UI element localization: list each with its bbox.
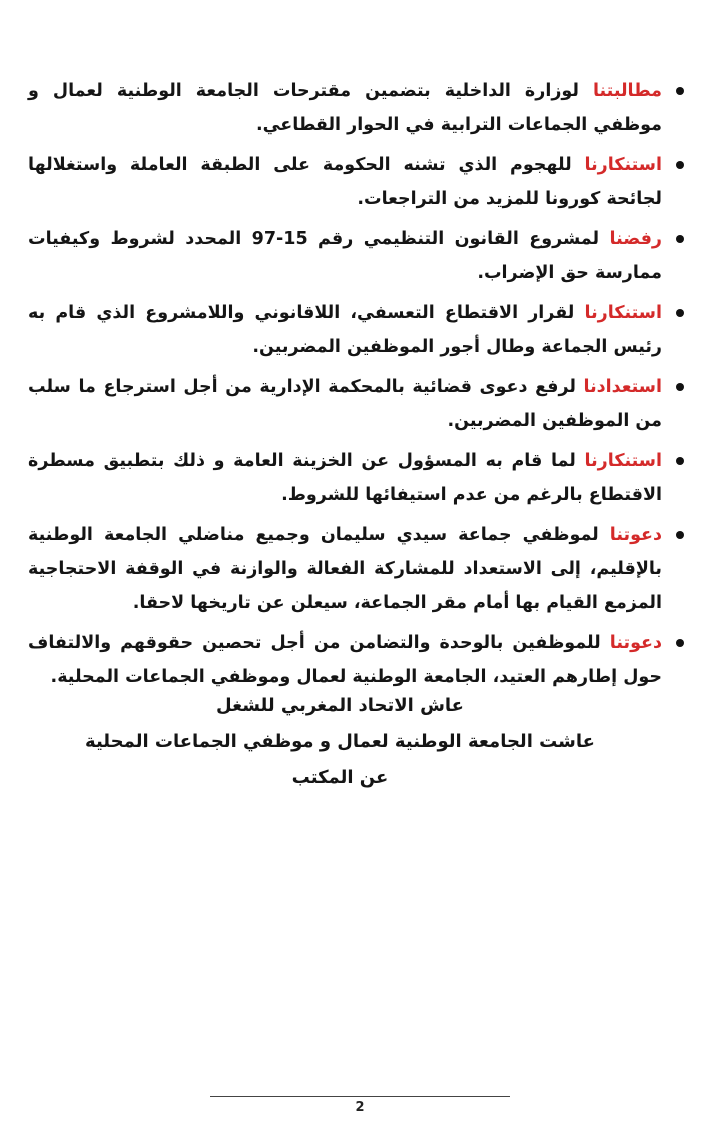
item-text: لموظفي جماعة سيدي سليمان وجميع مناضلي الجامعة الوطنية بالإقليم، إلى الاستعداد للمشاركة الفعالة والوازنة في الوقفة الاحتجاجية المزمع القيام بها أمام مقر الجماعة، سيعلن عن تاريخها لاحقا. [28,525,662,613]
item-text: لوزارة الداخلية بتضمين مقترحات الجامعة الوطنية لعمال و موظفي الجماعات الترابية في الحوار القطاعي. [28,81,662,135]
page-number: 2 [355,1100,365,1115]
list-item [28,148,688,216]
item-text: لما قام به المسؤول عن الخزينة العامة و ذلك بتطبيق مسطرة الاقتطاع بالرغم من عدم استيفائها للشروط. [28,451,662,505]
bullet-icon [676,383,684,391]
item-lead-word: دعوتنا [609,525,662,545]
list-item [28,626,688,694]
item-text: لقرار الاقتطاع التعسفي، اللاقانوني واللامشروع الذي قام به رئيس الجماعة وطال أجور الموظفين المضربين. [28,303,662,357]
item-text: لرفع دعوى قضائية بالمحكمة الإدارية من أجل استرجاع ما سلب من الموظفين المضربين. [28,377,662,431]
item-lead-word: استنكارنا [584,451,662,471]
item-text: للموظفين بالوحدة والتضامن من أجل تحصين حقوقهم والالتفاف حول إطارهم العتيد، الجامعة الوطنية لعمال وموظفي الجماعات المحلية. [28,633,662,687]
bullet-icon [676,235,684,243]
item-lead-word: استنكارنا [584,155,662,175]
item-text: لمشروع القانون التنظيمي رقم 15-97 المحدد لشروط وكيفيات ممارسة حق الإضراب. [28,229,662,283]
list-item [28,74,688,142]
item-lead-word: استنكارنا [584,303,662,323]
list-item [28,444,688,512]
item-text: للهجوم الذي تشنه الحكومة على الطبقة العاملة واستغلالها لجائحة كورونا للمزيد من التراجعات. [28,155,662,209]
item-lead-word: رفضنا [609,229,662,249]
list-item [28,222,688,290]
item-lead-word: استعدادنا [583,377,662,397]
closing-union-slogan: عاش الاتحاد المغربي للشغل [216,695,464,716]
item-lead-word: مطالبتنا [592,81,662,101]
footer-divider [210,1096,510,1097]
bullet-icon [676,531,684,539]
closing-federation-slogan: عاشت الجامعة الوطنية لعمال و موظفي الجماعات المحلية [85,731,595,752]
bullet-icon [676,161,684,169]
item-lead-word: دعوتنا [609,633,662,653]
closing-signatory: عن المكتب [291,767,389,788]
list-item [28,518,688,620]
bullet-icon [676,309,684,317]
demands-list [28,74,688,700]
list-item [28,370,688,438]
list-item [28,296,688,364]
bullet-icon [676,457,684,465]
bullet-icon [676,87,684,95]
closing-signature [0,688,720,796]
bullet-icon [676,639,684,647]
